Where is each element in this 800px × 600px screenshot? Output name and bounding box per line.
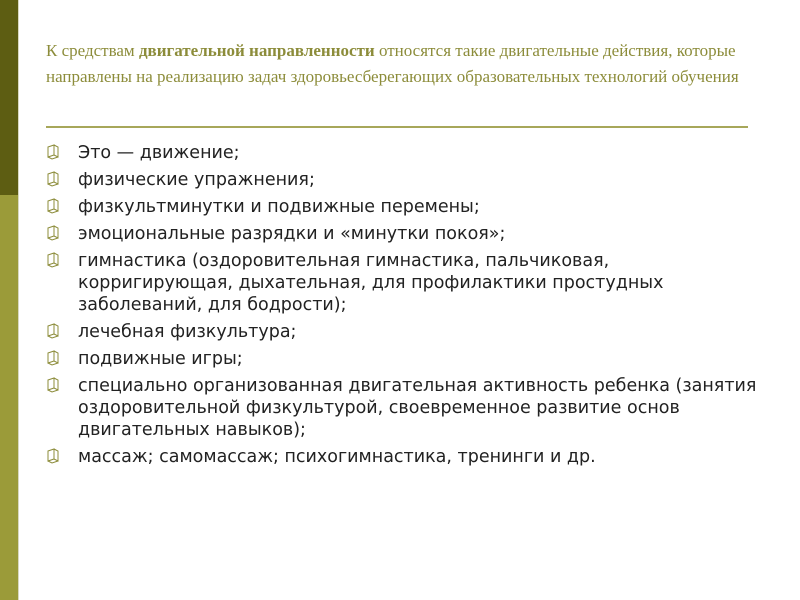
title-part-bold: двигательной направленности [138, 41, 375, 60]
open-square-bullet-icon [46, 252, 60, 268]
list-item [42, 375, 762, 441]
list-item-text: гимнастика (оздоровительная гимнастика, пальчиковая, корригирующая, дыхательная, для профилактики простудных заболеваний, для бодрости); [78, 251, 664, 315]
list-item [42, 196, 762, 218]
sidebar-divider [18, 0, 19, 600]
list-item-text: массаж; самомассаж; психогимнастика, тренинги и др. [78, 447, 596, 467]
list-item [42, 446, 762, 468]
slide-title [46, 38, 756, 90]
list-item-text: эмоциональные разрядки и «минутки покоя»; [78, 224, 506, 244]
open-square-bullet-icon [46, 323, 60, 339]
list-item-text: физкультминутки и подвижные перемены; [78, 197, 480, 217]
bullet-list [42, 142, 762, 473]
open-square-bullet-icon [46, 198, 60, 214]
list-item-text: Это — движение; [78, 143, 240, 163]
list-item [42, 321, 762, 343]
sidebar-dark-segment [0, 0, 18, 195]
open-square-bullet-icon [46, 448, 60, 464]
open-square-bullet-icon [46, 144, 60, 160]
sidebar-decoration [0, 0, 18, 600]
list-item [42, 348, 762, 370]
open-square-bullet-icon [46, 171, 60, 187]
title-part-3: относятся такие двигательные действия, которые направлены на реализацию задач здоровьесберегающих образовательных технологий обучения [46, 41, 739, 86]
open-square-bullet-icon [46, 377, 60, 393]
list-item-text: подвижные игры; [78, 349, 243, 369]
open-square-bullet-icon [46, 350, 60, 366]
list-item [42, 250, 762, 316]
list-item [42, 169, 762, 191]
title-part-1: К средствам [46, 41, 139, 60]
title-underline-rule [46, 126, 748, 128]
sidebar-light-segment [0, 195, 18, 600]
list-item-text: специально организованная двигательная активность ребенка (занятия оздоровительной физкультурой, своевременное развитие основ двигательных навыков); [78, 376, 757, 440]
list-item [42, 142, 762, 164]
open-square-bullet-icon [46, 225, 60, 241]
list-item-text: физические упражнения; [78, 170, 315, 190]
list-item [42, 223, 762, 245]
list-item-text: лечебная физкультура; [78, 322, 297, 342]
